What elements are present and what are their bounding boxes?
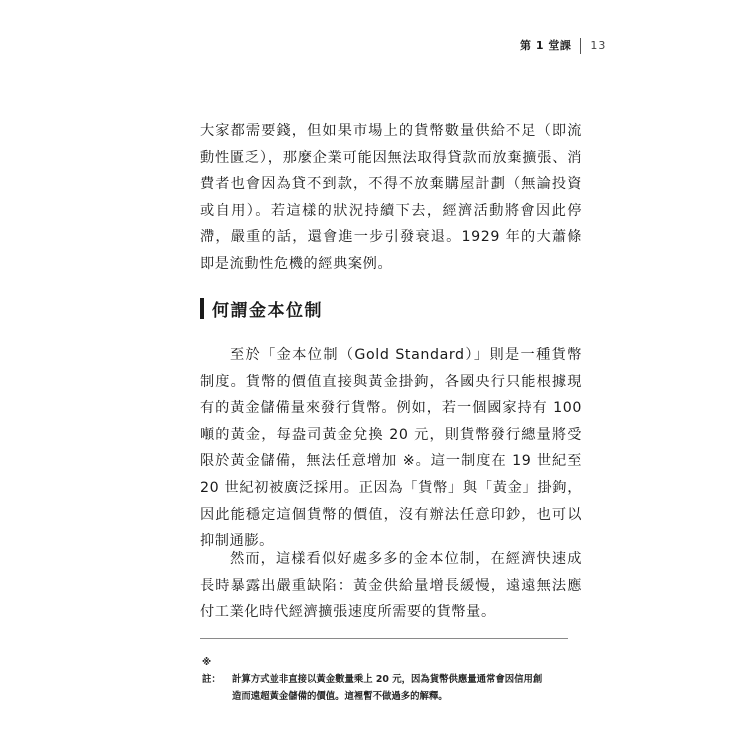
header-divider [580, 38, 581, 54]
body-paragraph-3: 然而，這樣看似好處多多的金本位制，在經濟快速成長時暴露出嚴重缺陷：黃金供給量增長緩慢，遠遠無法應付工業化時代經濟擴張速度所需要的貨幣量。 [200, 551, 582, 621]
footnote-divider [200, 638, 568, 639]
chapter-label: 第 1 堂課 [520, 39, 572, 52]
section-heading [200, 296, 323, 321]
body-paragraph-2: 至於「金本位制（Gold Standard）」則是一種貨幣制度。貨幣的價值直接與黃金掛鉤，各國央行只能根據現有的黃金儲備量來發行貨幣。例如，若一個國家持有 100 噸的黃金，每盎司黃金兌換 20 元，則貨幣發行總量將受限於黃金儲備，無法任意增加 ※。這一制度在 19 世紀至 20 世紀初被廣泛採用。正因為「貨幣」與「黃金」掛鉤，因此能穩定這個貨幣的價值，沒有辦法任意印鈔，也可以抑制通膨。 [200, 347, 582, 550]
heading-bar [200, 298, 204, 319]
footnote-marker: ※ 註： [202, 657, 221, 685]
body-paragraph-1: 大家都需要錢，但如果市場上的貨幣數量供給不足（即流動性匱乏），那麼企業可能因無法取得貸款而放棄擴張、消費者也會因為貸不到款，不得不放棄購屋計劃（無論投資或自用）。若這樣的狀況持續下去，經濟活動將會因此停滯，嚴重的話，還會進一步引發衰退。1929 年的大蕭條即是流動性危機的經典案例。 [200, 123, 582, 272]
footnote-line-2: 造而遠超黃金儲備的價值。這裡暫不做過多的解釋。 [232, 691, 448, 702]
page-number: 13 [590, 39, 607, 52]
footnote [202, 654, 582, 705]
running-header [520, 38, 606, 54]
section-title: 何謂金本位制 [212, 301, 323, 321]
footnote-line-1: 計算方式並非直接以黃金數量乘上 20 元，因為貨幣供應量通常會因信用創 [232, 674, 543, 685]
